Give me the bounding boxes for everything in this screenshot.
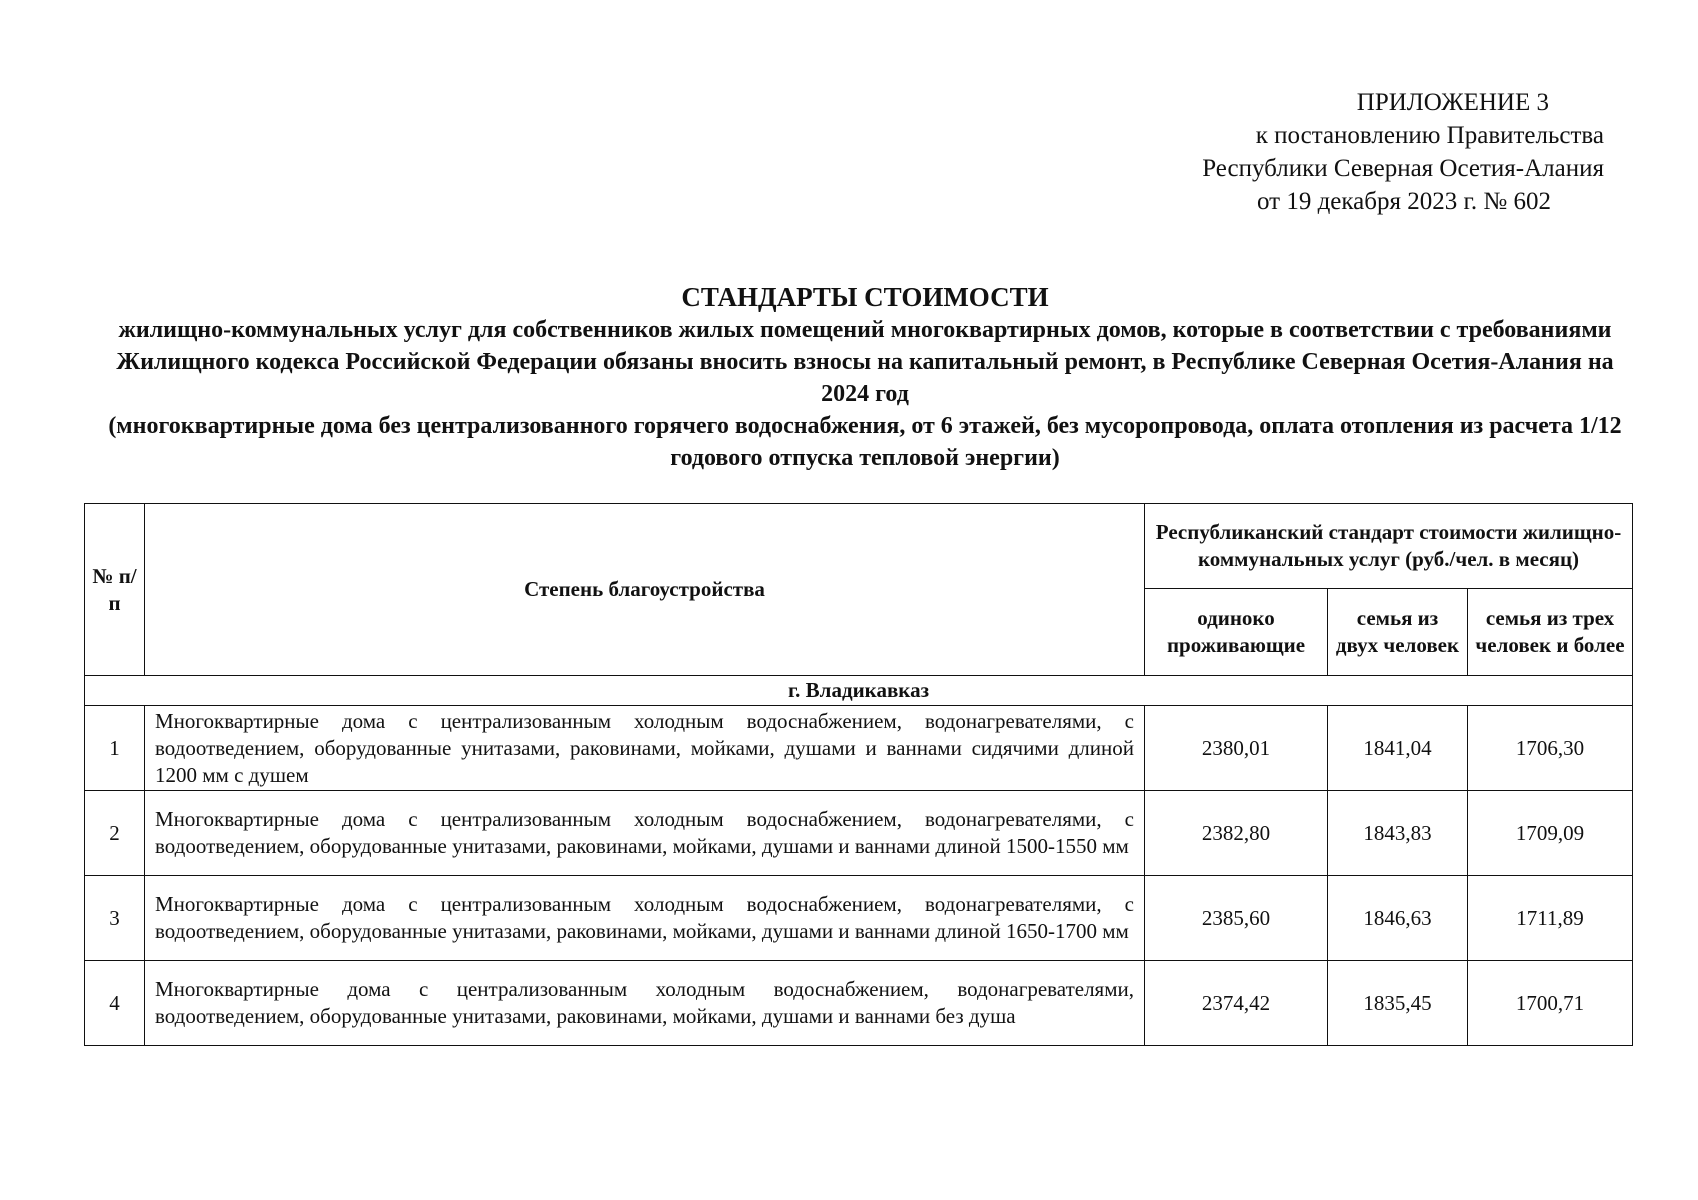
table-row: [85, 876, 1633, 961]
page-subtitle-note: (многоквартирные дома без централизованного горячего водоснабжения, от 6 этажей, без мусоропровода, оплата отопления из расчета 1/12 годового отпуска тепловой энергии): [108, 413, 1622, 471]
appendix-label: ПРИЛОЖЕНИЕ 3: [1356, 89, 1549, 116]
appendix-government: Республики Северная Осетия-Алания: [1202, 155, 1604, 182]
row-num: 3: [85, 876, 145, 961]
header-row: [85, 504, 1633, 589]
header-three: семья из трех человек и более: [1468, 589, 1633, 676]
row-description: Многоквартирные дома с централизованным холодным водоснабжением, водонагревателями, с водоотведением, оборудованные унитазами, раковинами, мойками, душами и ваннами длиной 1650-1700 мм: [145, 876, 1145, 961]
row-two-value: 1846,63: [1328, 876, 1468, 961]
row-single-value: 2380,01: [1145, 706, 1328, 791]
appendix-block: [1202, 86, 1604, 218]
header-standard: Республиканский стандарт стоимости жилищно-коммунальных услуг (руб./чел. в месяц): [1145, 504, 1633, 589]
table-row: [85, 791, 1633, 876]
header-degree: Степень благоустройства: [145, 504, 1145, 676]
row-single-value: 2385,60: [1145, 876, 1328, 961]
row-num: 1: [85, 706, 145, 791]
row-description: Многоквартирные дома с централизованным холодным водоснабжением, водонагревателями, с водоотведением, оборудованные унитазами, раковинами, мойками, душами и ваннами сидячими длиной 1200 мм с душем: [145, 706, 1145, 791]
row-two-value: 1835,45: [1328, 961, 1468, 1046]
standards-table: [84, 503, 1633, 1046]
row-two-value: 1841,04: [1328, 706, 1468, 791]
page-subtitle: жилищно-коммунальных услуг для собственников жилых помещений многоквартирных домов, которые в соответствии с требованиями Жилищного кодекса Российской Федерации обязаны вносить взносы на капитальный ремонт, в Республике Северная Осетия-Алания на 2024 год: [116, 317, 1614, 407]
row-description: Многоквартирные дома с централизованным холодным водоснабжением, водонагревателями, с водоотведением, оборудованные унитазами, раковинами, мойками, душами и ваннами длиной 1500-1550 мм: [145, 791, 1145, 876]
appendix-resolution: к постановлению Правительства: [1255, 122, 1604, 149]
document-title: [100, 280, 1630, 474]
row-three-value: 1700,71: [1468, 961, 1633, 1046]
table-row: [85, 706, 1633, 791]
city-row: [85, 676, 1633, 706]
table-row: [85, 961, 1633, 1046]
header-num: № п/п: [85, 504, 145, 676]
appendix-date-number: от 19 декабря 2023 г. № 602: [1256, 188, 1551, 215]
city-label: г. Владикавказ: [85, 676, 1633, 706]
header-two: семья из двух человек: [1328, 589, 1468, 676]
row-single-value: 2382,80: [1145, 791, 1328, 876]
row-num: 2: [85, 791, 145, 876]
row-three-value: 1709,09: [1468, 791, 1633, 876]
row-num: 4: [85, 961, 145, 1046]
row-three-value: 1711,89: [1468, 876, 1633, 961]
header-single: одиноко проживающие: [1145, 589, 1328, 676]
row-description: Многоквартирные дома с централизованным холодным водоснабжением, водонагревателями, водоотведением, оборудованные унитазами, раковинами, мойками, душами и ваннами без душа: [145, 961, 1145, 1046]
row-two-value: 1843,83: [1328, 791, 1468, 876]
row-three-value: 1706,30: [1468, 706, 1633, 791]
row-single-value: 2374,42: [1145, 961, 1328, 1046]
page-title: СТАНДАРТЫ СТОИМОСТИ: [681, 282, 1049, 312]
